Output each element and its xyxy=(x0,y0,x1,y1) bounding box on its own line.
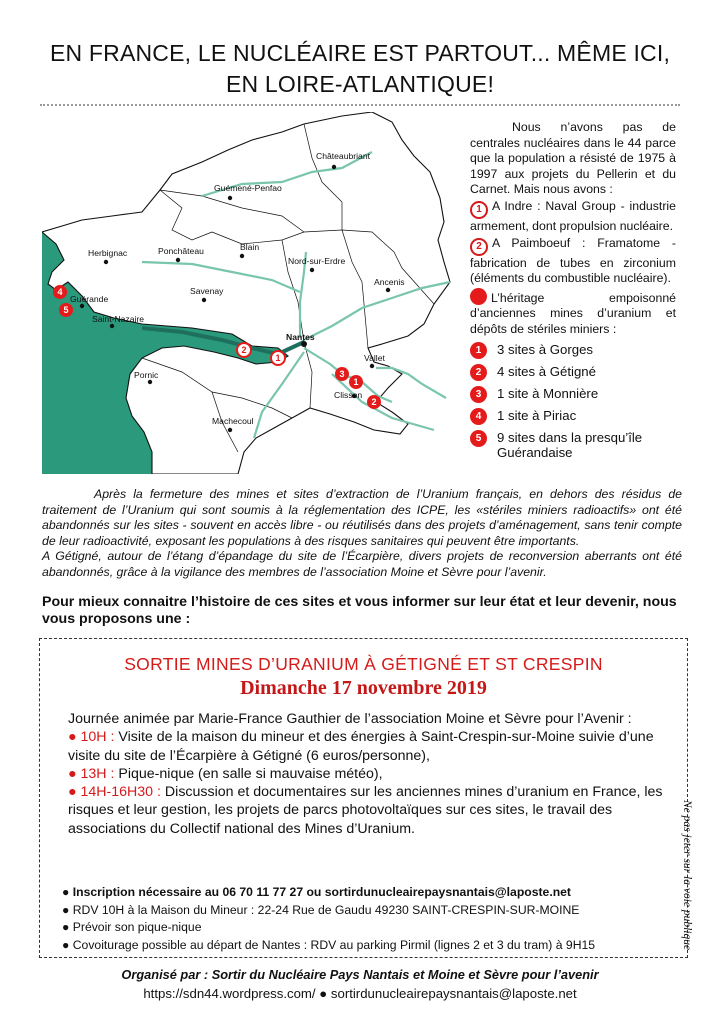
program-item: ● 14H-16H30 : Discussion et documentaires sur les anciennes mines d’uranium en France, les risques et leur gestion, les projets de parcs photovoltaïques sur ces sites, le travail des associations du Collectif national des Mines d’Uranium. xyxy=(68,784,663,837)
program-item: ● 13H : Pique-nique (en salle si mauvaise météo), xyxy=(68,765,383,782)
city-pornic: Pornic xyxy=(134,370,159,380)
lead-text: Pour mieux connaitre l’histoire de ces sites et vous informer sur leur état et leur devenir, nous vous proposons une : xyxy=(42,594,677,627)
city-savenay: Savenay xyxy=(190,286,224,296)
item-indre: 1 A Indre : Naval Group - industrie armement, dont propulsion nucléaire. xyxy=(470,198,676,233)
site-item: 2 4 sites à Gétigné xyxy=(470,364,676,381)
site-number-icon: 3 xyxy=(470,386,487,403)
red-dot-icon xyxy=(470,288,487,305)
site-number-icon: 1 xyxy=(470,342,487,359)
loire-atlantique-map xyxy=(42,112,462,474)
event-box xyxy=(39,638,688,958)
program-item: ● 10H : Visite de la maison du mineur et des énergies à Saint-Crespin-sur-Moine suivie d’une visite du site de l’Écarpière à Gétigné (6 euros/personne), xyxy=(68,729,654,764)
city-machecoul: Machecoul xyxy=(212,416,254,426)
svg-text:3: 3 xyxy=(339,369,345,379)
site-number-icon: 4 xyxy=(470,408,487,425)
site-number-icon: 2 xyxy=(470,364,487,381)
title-divider xyxy=(40,104,680,106)
organizers: Organisé par : Sortir du Nucléaire Pays Nantais et Moine et Sèvre pour l’avenir xyxy=(121,967,599,982)
bullet-separator: ● xyxy=(319,986,331,1001)
city-nantes: Nantes xyxy=(286,332,315,342)
svg-text:2: 2 xyxy=(371,397,377,407)
svg-text:1: 1 xyxy=(353,377,359,387)
email-link[interactable]: sortirdunucleairepaysnantais@laposte.net xyxy=(330,986,577,1001)
context-paragraph xyxy=(42,487,682,581)
website-link[interactable]: https://sdn44.wordpress.com/ xyxy=(143,986,316,1001)
city-ponchateau: Ponchâteau xyxy=(158,246,204,256)
note-item: ● Covoiturage possible au départ de Nantes : RDV au parking Pirmil (lignes 2 et 3 du tram) à 9H15 xyxy=(62,937,596,952)
item-paimboeuf: 2 A Paimboeuf : Framatome - fabrication de tubes en zirconium (éléments du combustible nucléaire). xyxy=(470,235,676,286)
footer-links xyxy=(0,986,720,1001)
city-herbignac: Herbignac xyxy=(88,248,128,258)
svg-text:5: 5 xyxy=(63,305,69,315)
note-item: ● RDV 10H à la Maison du Mineur : 22-24 Rue de Gaudu 49230 SAINT-CRESPIN-SUR-MOINE xyxy=(62,902,580,917)
site-item: 5 9 sites dans la presqu’île Guérandaise xyxy=(470,430,676,461)
note-item: ● Inscription nécessaire au 06 70 11 77 27 ou sortirdunucleairepaysnantais@laposte.net xyxy=(62,885,571,899)
event-date: Dimanche 17 novembre 2019 xyxy=(240,677,487,699)
note-item: ● Prévoir son pique-nique xyxy=(62,920,202,935)
badge-2-icon: 2 xyxy=(470,238,488,256)
intro-text: Nous n’avons pas de centrales nucléaires dans le 44 parce que la population a résisté de 1975 à 1997 aux projets du Pellerin et du Carnet. Mais nous avons : xyxy=(470,120,676,197)
city-saint-nazaire: Saint-Nazaire xyxy=(92,314,145,324)
practical-notes xyxy=(62,885,672,955)
item-mines: L’héritage empoisonné d’anciennes mines d’uranium et dépôts de stériles miniers : xyxy=(470,288,676,338)
city-ancenis: Ancenis xyxy=(374,277,405,287)
sites-list xyxy=(470,342,676,461)
city-guerande: Guérande xyxy=(70,294,109,304)
event-title: SORTIE MINES D’URANIUM À GÉTIGNÉ ET ST CRESPIN xyxy=(124,654,603,674)
city-guemene-penfao: Guémené-Penfao xyxy=(214,183,282,193)
badge-1-icon: 1 xyxy=(470,201,488,219)
city-nord-sur-erdre: Nord-sur-Erdre xyxy=(288,256,346,266)
city-blain: Blain xyxy=(240,242,260,252)
event-program xyxy=(68,710,668,838)
city-vallet: Vallet xyxy=(364,353,385,363)
site-number-icon: 5 xyxy=(470,430,487,447)
svg-text:2: 2 xyxy=(241,345,247,355)
svg-text:4: 4 xyxy=(57,287,63,297)
sidebar-text xyxy=(470,120,676,466)
site-item: 3 1 site à Monnière xyxy=(470,386,676,403)
site-item: 4 1 site à Piriac xyxy=(470,408,676,425)
page-title: EN FRANCE, LE NUCLÉAIRE EST PARTOUT... MÊME ICI, EN LOIRE-ATLANTIQUE! xyxy=(49,40,671,97)
context-p1: Après la fermeture des mines et sites d’extraction de l’Uranium français, en dehors des résidus de traitement de l’Uranium qui sont soumis à la réglementation des ICPE, les «stériles miniers radioactifs» ont été abandonnés sur les sites - souvent en accès libre - ou réutilisés dans des projets d’aménagement, sans tenir compte de leur radioactivité, exposant les populations à des risques sanitaires qui peuvent être importants. xyxy=(42,487,682,548)
vertical-notice: Ne pas jeter sur la voie publique xyxy=(681,800,693,951)
city-chateaubriant: Châteaubriant xyxy=(316,151,370,161)
site-item: 1 3 sites à Gorges xyxy=(470,342,676,359)
event-intro: Journée animée par Marie-France Gauthier de l’association Moine et Sèvre pour l’Avenir : xyxy=(68,711,632,727)
context-p2: A Gétigné, autour de l’étang d’épandage du site de l’Écarpière, divers projets de reconversion aberrants ont été abandonnés, grâce à la vigilance des membres de l’association Moine et Sèvre pour l’avenir. xyxy=(42,549,682,579)
svg-text:1: 1 xyxy=(275,353,281,363)
city-clisson: Clisson xyxy=(334,390,363,400)
